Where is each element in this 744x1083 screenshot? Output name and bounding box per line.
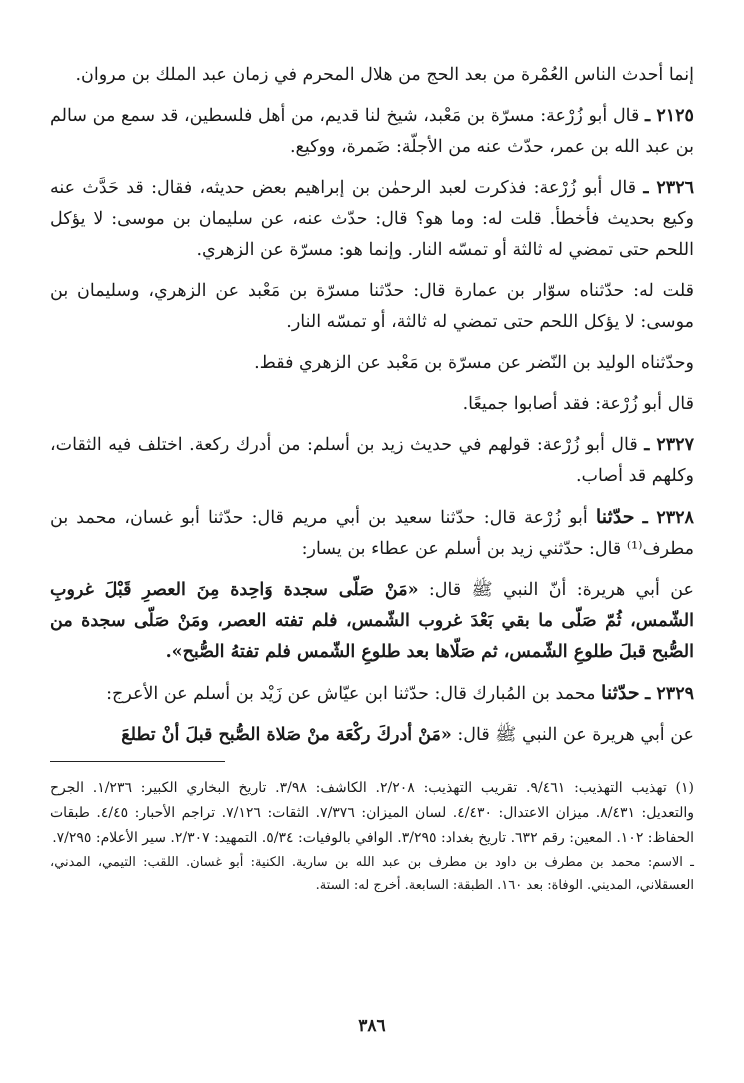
hadith-text: «مَنْ أدركَ ركْعَة منْ صَلاة الصُّبح قبلَ أنْ تطلعَ [121,725,452,745]
hadith-text: «مَنْ صَلّى سجدة وَاحِدة مِنَ العصرِ قَبْلَ غروبِ الشّمس، ثُمّ صَلّى ما بقي بَعْدَ غروب الشّمس، فلم تفته العصر، ومَنْ صَلّى سجدة من الصُّبح قبلَ طلوعِ الشّمس، ثم صَلّاها بعد طلوعِ الشّمس فلم تفتهُ الصُّبح». [50,580,694,662]
footnote-bio: ـ الاسم: محمد بن مطرف بن داود بن مطرف بن عبد الله بن سارية. الكنية: أبو غسان. اللقب: التيمي، المدني، العسقلاني، المديني. الوفاة: بعد ١٦٠. الطبقة: السابعة. أخرج له: الستة. [50,855,694,893]
paragraph-text: قال أبو زُرْعة: مسرّة بن مَعْبد، شيخ لنا قديم، من أهل فلسطين، قد سمع من سالم بن عبد الله بن عمر، حدّث عنه من الأجلّة: ضَمرة، ووكيع. [50,106,694,157]
entry-number: ٢٣٢٩ ـ [645,684,694,704]
paragraph: قلت له: حدّثناه سوّار بن عمارة قال: حدّثنا مسرّة بن مَعْبد عن الزهري، وسليمان بن موسى: لا يؤكل اللحم حتى تمضي له ثالثة، أو تمسّه النار. [50,281,694,332]
body-text [50,60,694,751]
paragraph-text: أبو زُرْعة قال: حدّثنا سعيد بن أبي مريم قال: حدّثنا أبو غسان، محمد بن مطرف⁽¹⁾ قال: حدّثني زيد بن أسلم عن عطاء بن يسار: [50,508,694,559]
footnote-separator [50,761,225,762]
paragraph-text: محمد بن المُبارك قال: حدّثنا ابن عيّاش عن زَيْد بن أسلم عن الأعرج: [106,684,596,704]
footnote: (١) تهذيب التهذيب: ٩/٤٦١. تقريب التهذيب: ٢/٢٠٨. الكاشف: ٣/٩٨. تاريخ البخاري الكبير: ١/٢٣٦. الجرح والتعديل: ٨/٤٣١. ميزان الاعتدال: ٤/٤٣٠. لسان الميزان: ٧/٣٧٦. الثقات: ٧/١٢٦. تراجم الأحبار: ٤/٤٥. طبقات الحفاظ: ١٠٢. المعين: رقم ٦٣٢. تاريخ بغداد: ٣/٢٩٥. الوافي بالوفيات: ٥/٣٤. التمهيد: ٢/٣٠٧. سير الأعلام: ٧/٢٩٥. [50,780,695,846]
paragraph-text: قال أبو زُرْعة: قولهم في حديث زيد بن أسلم: من أدرك ركعة. اختلف فيه الثقات، وكلهم قد أصاب. [50,435,694,486]
footnotes [50,776,694,897]
narration-lead: حدّثنا [601,682,640,704]
paragraph-text: قال أبو زُرْعة: فذكرت لعبد الرحمٰن بن إبراهيم بعض حديثه، فقال: قد حَدَّث عنه وكيع بحديث فأخطأ. قلت له: وما هو؟ قال: حدّث عنه، عن سليمان بن موسى: لا يؤكل اللحم حتى تمضي له ثالثة أو تمسّه النار. وإنما هو: مسرّة عن الزهري. [50,178,694,260]
hadith-intro: عن أبي هريرة: أنّ النبي ﷺ قال: [428,580,694,600]
paragraph [50,720,694,751]
paragraph [50,575,694,668]
hadith-intro: عن أبي هريرة عن النبي ﷺ قال: [457,725,694,745]
paragraph: إنما أحدث الناس العُمْرة من بعد الحج من هلال المحرم في زمان عبد الملك بن مروان. [75,65,694,85]
paragraph [50,678,694,710]
entry-number: ٢٣٢٨ ـ [642,508,694,528]
paragraph: وحدّثناه الوليد بن النّضر عن مسرّة بن مَعْبد عن الزهري فقط. [254,353,694,373]
narration-lead: حدّثنا [595,506,635,528]
page-number: ٣٨٦ [358,1016,386,1036]
paragraph [50,430,694,492]
paragraph [50,101,694,163]
paragraph: قال أبو زُرْعة: فقد أصابوا جميعًا. [462,394,694,414]
entry-number: ٢٣٢٦ ـ [643,178,694,198]
entry-number: ٢٣٢٧ ـ [644,435,694,455]
paragraph [50,502,694,565]
paragraph [50,173,694,266]
entry-number: ٢١٢٥ ـ [645,106,694,126]
